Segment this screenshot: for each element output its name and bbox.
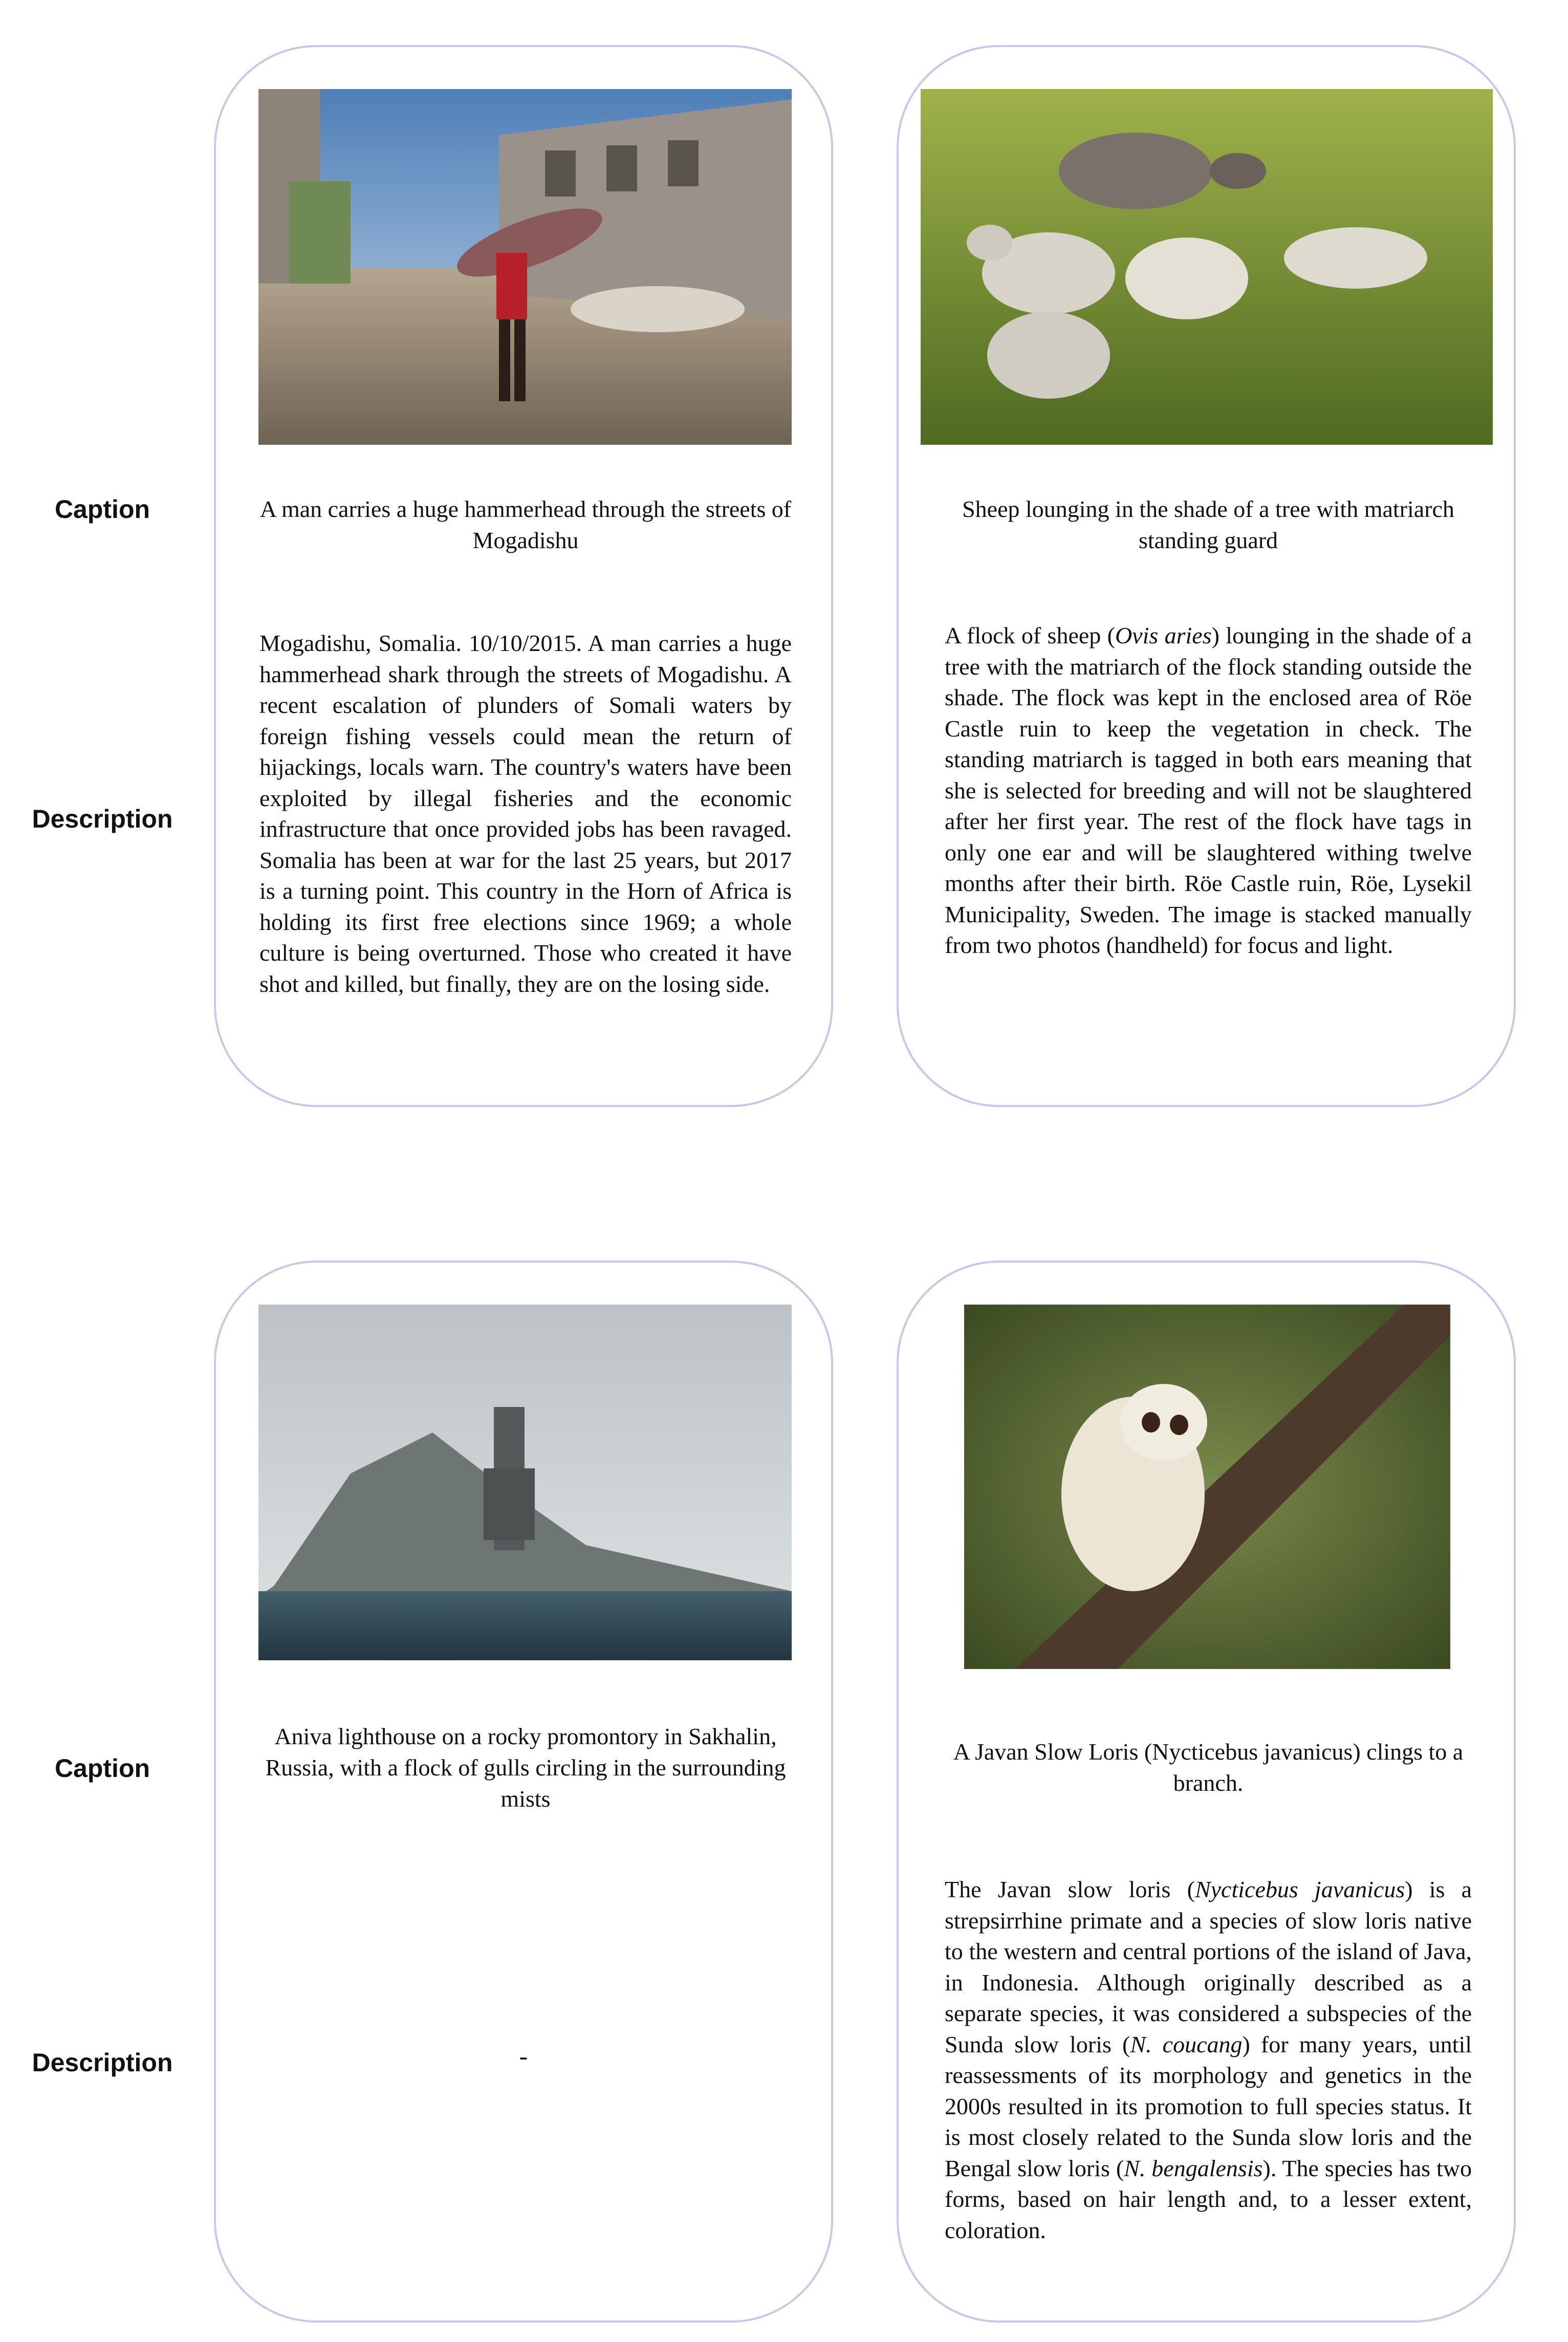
description-segment: ) for many years, until reassessments of its morphology and genetics in the 2000s resulted in its promotion to full species status. It is most closely related to the Sunda slow loris and the Bengal slow loris ( (945, 2031, 1472, 2181)
caption-text: A man carries a huge hammerhead through the streets of Mogadishu (259, 496, 792, 553)
sheep-flock-in-grass-photo (921, 89, 1493, 445)
scientific-name: N. coucang (1130, 2031, 1243, 2057)
caption-text: A Javan Slow Loris (Nycticebus javanicus) clings to a branch. (953, 1739, 1464, 1796)
caption-text: Sheep lounging in the shade of a tree with matriarch standing guard (962, 496, 1454, 553)
man-carrying-hammerhead-shark-photo (258, 89, 792, 445)
scientific-name: N. bengalensis (1124, 2155, 1263, 2181)
caption-text: Aniva lighthouse on a rocky promontory in Sakhalin, Russia, with a flock of gulls circling in the surrounding mists (265, 1723, 786, 1812)
card-aniva-lighthouse (214, 1261, 833, 2323)
description-row-label-1: Description (32, 805, 173, 833)
javan-slow-loris-on-branch-photo (964, 1305, 1450, 1669)
card-mogadishu (214, 45, 833, 1107)
caption-row-label-2: Caption (54, 1754, 150, 1783)
description-row-label-2: Description (32, 2048, 173, 2077)
scientific-name: Ovis aries (1115, 622, 1212, 648)
description-text: - (519, 2042, 528, 2070)
card-javan-slow-loris (897, 1261, 1516, 2323)
aniva-lighthouse-in-mist-photo (258, 1305, 792, 1660)
description-segment: ) lounging in the shade of a tree with the matriarch of the flock standing outside the shade. The flock was kept in the enclosed area of Röe Castle ruin to keep the vegetation in check. The standing matriarch is tagged in both ears meaning that she is selected for breeding and will not be slaughtered after her first year. The rest of the flock have tags in only one ear and will be slaughtered withing twelve months after their birth. Röe Castle ruin, Röe, Lysekil Municipality, Sweden. The image is stacked manually from two photos (handheld) for focus and light. (945, 622, 1472, 958)
caption-row-label-1: Caption (54, 495, 150, 524)
scientific-name: Nycticebus javanicus (1194, 1876, 1405, 1902)
description-text: Mogadishu, Somalia. 10/10/2015. A man carries a huge hammerhead shark through the streets of Mogadishu. A recent escalation of plunders of Somali waters by foreign fishing vessels could mean the return of hijackings, locals warn. The country's waters have been exploited by illegal fisheries and the economic infrastructure that once provided jobs has been ravaged. Somalia has been at war for the last 25 years, but 2017 is a turning point. This country in the Horn of Africa is holding its first free elections since 1969; a whole culture is being overturned. Those who created it have shot and killed, but finally, they are on the losing side. (259, 630, 792, 997)
description-text (945, 1874, 1472, 2246)
description-segment: ) is a strepsirrhine primate and a species of slow loris native to the western and central portions of the island of Java, in Indonesia. Although originally described as a separate species, it was considered a subspecies of the Sunda slow loris ( (945, 1876, 1472, 2057)
description-segment: The Javan slow loris ( (945, 1876, 1195, 1902)
description-segment: A flock of sheep ( (945, 622, 1115, 648)
description-segment: ). The species has two forms, based on hair length and, to a lesser extent, coloration. (945, 2155, 1472, 2243)
description-text (945, 620, 1472, 961)
card-sheep (897, 45, 1516, 1107)
